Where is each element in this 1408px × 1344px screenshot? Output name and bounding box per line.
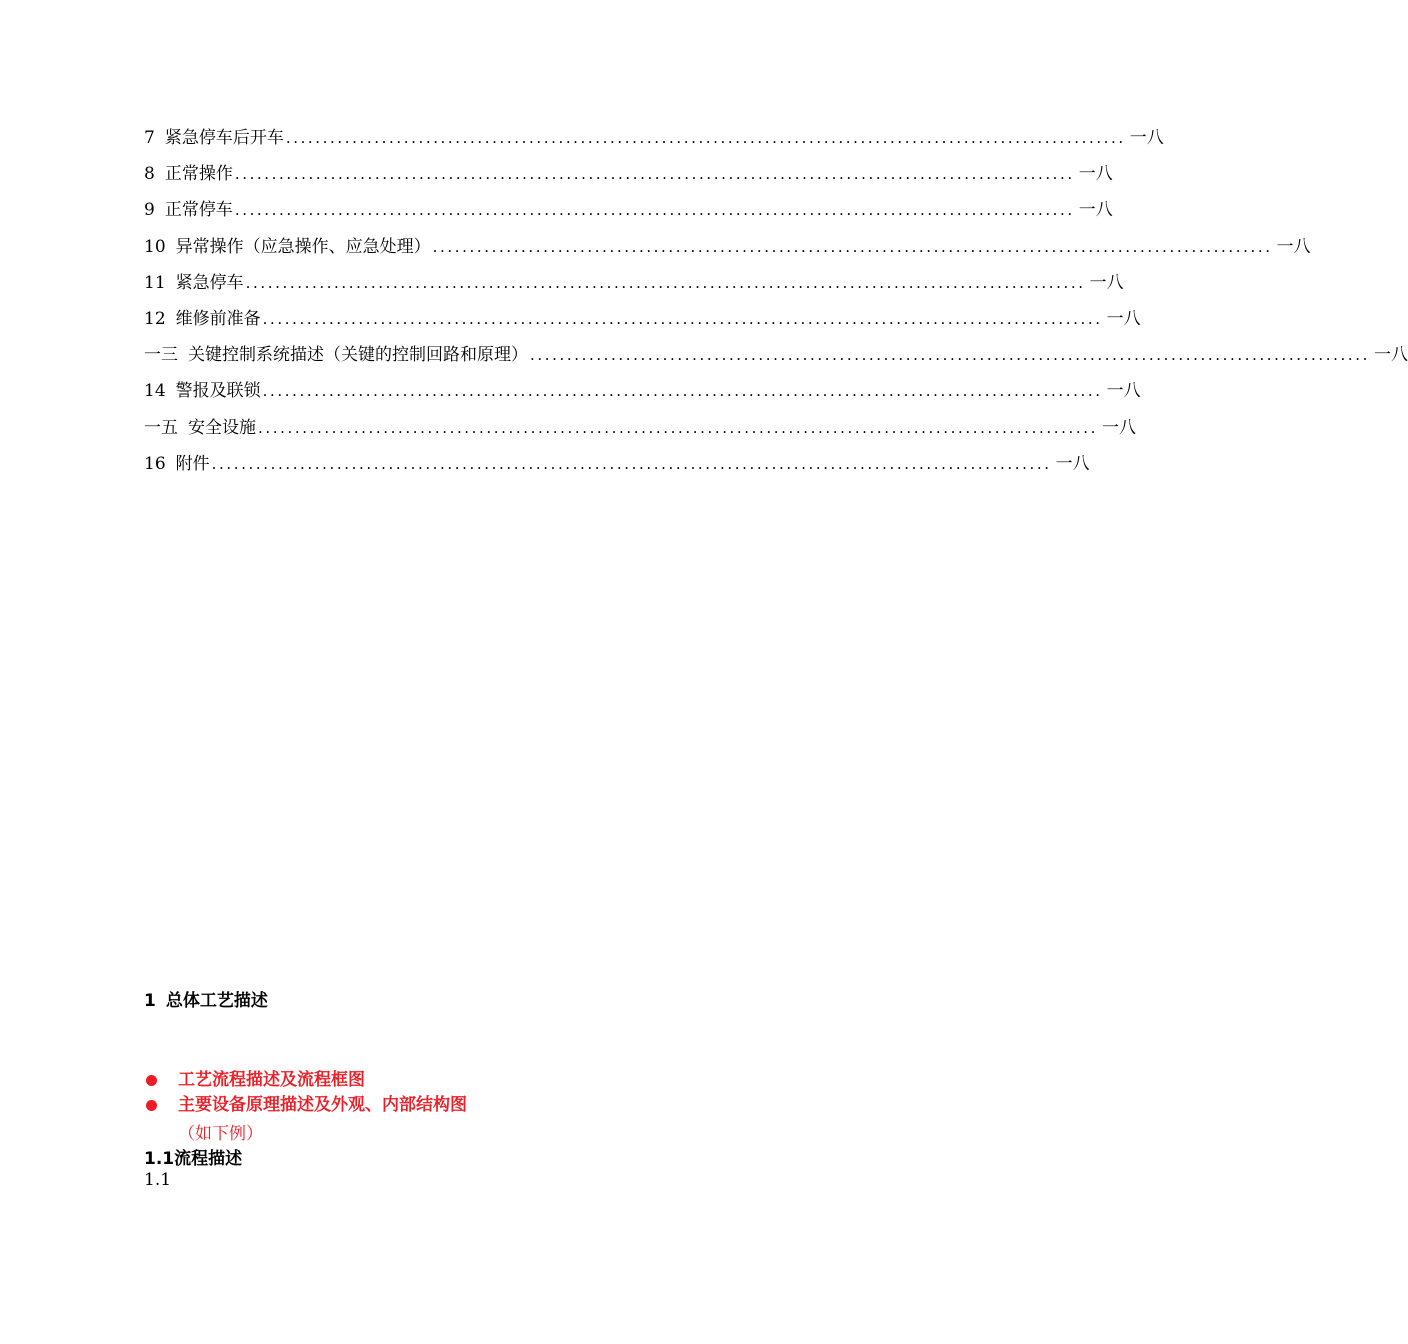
toc-entry[interactable] <box>144 305 1141 341</box>
toc-entry-number: 9 <box>144 200 155 221</box>
toc-entry-page: 一八 <box>1276 236 1311 257</box>
section-title: 总体工艺描述 <box>165 991 268 1011</box>
toc-entry-page: 一八 <box>1106 381 1141 402</box>
toc-entry-number: 一五 <box>144 417 178 438</box>
toc-entry-page: 一八 <box>1078 200 1113 221</box>
toc-entry-number: 12 <box>144 308 166 329</box>
toc-entry-page: 一八 <box>1078 164 1113 185</box>
table-of-contents <box>144 124 1408 486</box>
toc-entry[interactable] <box>144 377 1141 413</box>
toc-entry-page: 一八 <box>1106 308 1141 329</box>
toc-entry-number: 16 <box>144 453 166 474</box>
toc-entry[interactable] <box>144 160 1113 196</box>
toc-leader-dots: .................................................................................................................. <box>234 201 1075 220</box>
toc-leader-dots: .................................................................................................................. <box>211 454 1052 473</box>
bullet-list <box>144 1068 467 1118</box>
toc-entry-page: 一八 <box>1373 345 1408 366</box>
list-item <box>144 1093 467 1118</box>
subsection-heading: 1.1流程描述 <box>144 1149 243 1169</box>
toc-entry-title: 正常操作 <box>164 164 233 185</box>
toc-entry[interactable] <box>144 233 1311 269</box>
toc-entry-number: 一三 <box>144 345 178 366</box>
toc-entry-page: 一八 <box>1129 128 1164 148</box>
toc-entry[interactable] <box>144 269 1124 305</box>
toc-entry[interactable] <box>144 450 1090 486</box>
toc-leader-dots: .................................................................................................................. <box>262 309 1103 328</box>
toc-entry[interactable] <box>144 341 1408 377</box>
toc-entry-title: 异常操作（应急操作、应急处理） <box>175 236 431 257</box>
toc-entry-page: 一八 <box>1055 453 1090 474</box>
toc-entry-number: 11 <box>144 272 166 293</box>
toc-leader-dots: .................................................................................................................. <box>432 237 1273 256</box>
list-item <box>144 1068 467 1093</box>
toc-entry[interactable] <box>144 124 1164 160</box>
toc-entry-number: 14 <box>144 381 166 402</box>
paragraph: 1.1 <box>144 1170 172 1190</box>
toc-entry-title: 关键控制系统描述（关键的控制回路和原理） <box>188 345 528 366</box>
toc-leader-dots: .................................................................................................................. <box>285 129 1126 147</box>
toc-entry-title: 维修前准备 <box>175 308 261 329</box>
toc-leader-dots: .................................................................................................................. <box>530 346 1370 365</box>
toc-entry-number: 10 <box>144 236 166 257</box>
toc-entry-title: 紧急停车后开车 <box>164 128 284 148</box>
toc-entry-title: 附件 <box>175 453 210 474</box>
bullet-icon <box>146 1075 157 1086</box>
toc-entry-page: 一八 <box>1101 417 1136 438</box>
toc-entry-number: 8 <box>144 164 155 185</box>
toc-leader-dots: .................................................................................................................. <box>258 418 1098 437</box>
toc-entry-title: 正常停车 <box>164 200 233 221</box>
section-number: 1 <box>144 991 156 1011</box>
bullet-icon <box>146 1100 157 1111</box>
toc-entry[interactable] <box>144 414 1136 450</box>
section-heading <box>144 986 268 1011</box>
toc-entry-page: 一八 <box>1089 272 1124 293</box>
toc-leader-dots: .................................................................................................................. <box>245 273 1086 292</box>
bullet-text: 工艺流程描述及流程框图 <box>178 1070 365 1090</box>
toc-entry-title: 紧急停车 <box>175 272 244 293</box>
toc-entry[interactable] <box>144 196 1113 232</box>
bullet-text: 主要设备原理描述及外观、内部结构图 <box>178 1095 467 1115</box>
toc-entry-title: 安全设施 <box>188 417 256 438</box>
example-note: （如下例） <box>178 1124 263 1144</box>
toc-leader-dots: .................................................................................................................. <box>234 165 1075 184</box>
toc-leader-dots: .................................................................................................................. <box>262 382 1103 401</box>
toc-entry-title: 警报及联锁 <box>175 381 261 402</box>
toc-entry-number: 7 <box>144 128 155 148</box>
